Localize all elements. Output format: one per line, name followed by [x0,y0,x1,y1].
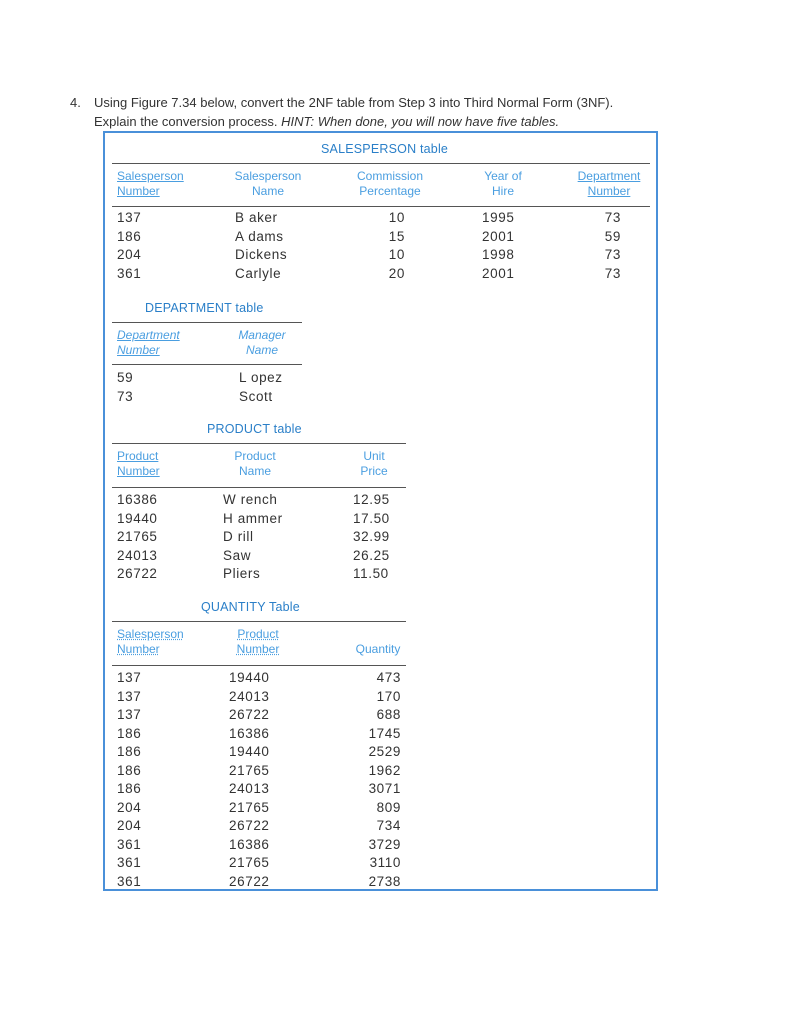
product-number-cell: 26722 [229,707,270,722]
salesperson-header-rule [112,206,650,207]
salesperson-number-cell: 137 [117,688,142,704]
header-line: Manager [238,328,286,342]
header-line: Number [117,184,160,198]
header-line: Number [117,343,160,357]
manager-name-cell: Scott [239,388,273,404]
header-department-number [571,169,647,199]
salesperson-number-cell: 137 [117,210,142,225]
product-number-cell: 21765 [229,799,270,815]
department-number-cell: 73 [117,388,134,404]
commission-cell: 15 [388,228,405,244]
header-line: Product [117,449,159,463]
department-header-rule [112,364,302,365]
header-line: Year of [484,169,522,183]
product-number-cell: 24013 [117,547,158,563]
figure-7-34 [103,131,658,891]
quantity-cell: 3071 [368,781,401,796]
product-number-cell: 19440 [229,670,270,685]
salesperson-number-cell: 186 [117,762,142,778]
header-line: Salesperson [117,627,184,641]
salesperson-number-cell: 361 [117,836,142,852]
header-product-number [117,449,160,479]
product-number-cell: 26722 [229,873,270,889]
unit-price-cell: 32.99 [353,529,390,544]
salesperson-number-cell: 204 [117,247,142,262]
header-line: Unit [363,449,385,463]
salesperson-name-cell: A dams [235,228,284,244]
question-number: 4. [70,95,81,110]
salesperson-number-cell: 137 [117,707,142,722]
unit-price-cell: 26.25 [353,547,390,563]
question-hint: HINT: When done, you will now have five tables. [281,114,560,129]
salesperson-number-cell: 137 [117,670,142,685]
salesperson-number-cell: 361 [117,855,142,870]
department-number-cell: 59 [604,228,621,244]
header-line: Number [587,184,631,198]
header-line: Number [117,464,160,478]
year-of-hire-cell: 1995 [482,210,515,225]
quantity-table-top-rule [112,621,406,622]
product-number-cell: 26722 [117,566,158,581]
salesperson-number-cell: 361 [117,265,142,281]
header-line: Hire [491,184,514,198]
question-line-2-text: Explain the conversion process. [94,114,282,129]
product-number-cell: 24013 [229,781,270,796]
header-line: Product [234,449,276,463]
year-of-hire-cell: 1998 [482,247,515,262]
header-line: Name [251,184,284,198]
salesperson-name-cell: Carlyle [235,265,282,281]
product-number-cell: 16386 [117,492,158,507]
salesperson-number-cell: 204 [117,799,142,815]
header-line: Product [237,627,279,641]
salesperson-number-cell: 186 [117,744,142,759]
product-name-cell: W rench [223,492,278,507]
header-salesperson-number [117,169,184,199]
product-number-cell: 26722 [229,818,270,833]
quantity-cell: 2529 [368,744,401,759]
quantity-header-rule [112,665,406,666]
salesperson-number-cell: 204 [117,818,142,833]
header-product-name [220,449,290,479]
salesperson-name-cell: B aker [235,210,278,225]
quantity-cell: 3729 [368,836,401,852]
quantity-cell: 1962 [368,762,401,778]
product-name-cell: H ammer [223,510,283,526]
product-number-cell: 16386 [229,725,270,741]
header-quantity: Quantity [355,642,401,656]
department-number-cell: 73 [604,247,621,262]
product-number-cell: 21765 [229,855,270,870]
unit-price-cell: 11.50 [353,566,389,581]
product-header-rule [112,487,406,488]
header-year-of-hire [473,169,533,199]
header-department-number [117,328,180,358]
header-line: Number [236,642,280,656]
salesperson-number-cell: 361 [117,873,142,889]
question-line-2 [94,112,734,131]
question-text [94,93,734,131]
header-line: Commission [356,169,423,183]
product-number-cell: 19440 [229,744,270,759]
product-table-title: PRODUCT table [207,422,302,436]
product-number-cell: 24013 [229,688,270,704]
header-line: Name [238,464,271,478]
product-number-cell: 21765 [229,762,270,778]
product-name-cell: Saw [223,547,252,563]
department-table-title: DEPARTMENT table [145,301,264,315]
quantity-cell: 688 [376,707,401,722]
product-number-cell: 16386 [229,836,270,852]
department-number-cell: 73 [604,210,621,225]
salesperson-number-cell: 186 [117,725,142,741]
header-line: Salesperson [117,169,184,183]
salesperson-number-cell: 186 [117,781,142,796]
product-name-cell: Pliers [223,566,261,581]
commission-cell: 20 [388,265,405,281]
header-manager-name [225,328,299,358]
year-of-hire-cell: 2001 [482,265,515,281]
quantity-cell: 809 [376,799,401,815]
header-product-number [225,627,291,657]
header-line: Department [117,328,180,342]
product-number-cell: 21765 [117,529,158,544]
header-unit-price [349,449,399,479]
salesperson-number-cell: 186 [117,228,142,244]
product-name-cell: D rill [223,529,254,544]
quantity-cell: 734 [376,818,401,833]
manager-name-cell: L opez [239,370,283,385]
unit-price-cell: 12.95 [353,492,390,507]
quantity-cell: 170 [376,688,401,704]
header-line: Name [245,343,278,357]
quantity-cell: 2738 [368,873,401,889]
header-line: Price [360,464,388,478]
question-line-1: Using Figure 7.34 below, convert the 2NF table from Step 3 into Third Normal Form (3NF). [94,95,614,110]
salesperson-name-cell: Dickens [235,247,288,262]
year-of-hire-cell: 2001 [482,228,515,244]
header-line: Salesperson [234,169,302,183]
quantity-cell: 473 [376,670,401,685]
quantity-cell: 3110 [369,855,401,870]
salesperson-table-top-rule [112,163,650,164]
quantity-cell: 1745 [368,725,401,741]
product-number-cell: 19440 [117,510,158,526]
department-number-cell: 59 [117,370,134,385]
header-salesperson-number [117,627,184,657]
department-table-top-rule [112,322,302,323]
product-table-top-rule [112,443,406,444]
header-line: Number [117,642,160,656]
header-commission-percentage [347,169,433,199]
salesperson-table-title: SALESPERSON table [321,142,449,156]
commission-cell: 10 [388,247,405,262]
header-salesperson-name [225,169,311,199]
quantity-table-title: QUANTITY Table [201,600,300,614]
department-number-cell: 73 [604,265,621,281]
header-line: Department [577,169,641,183]
commission-cell: 10 [388,210,405,225]
header-line: Percentage [359,184,421,198]
unit-price-cell: 17.50 [353,510,390,526]
